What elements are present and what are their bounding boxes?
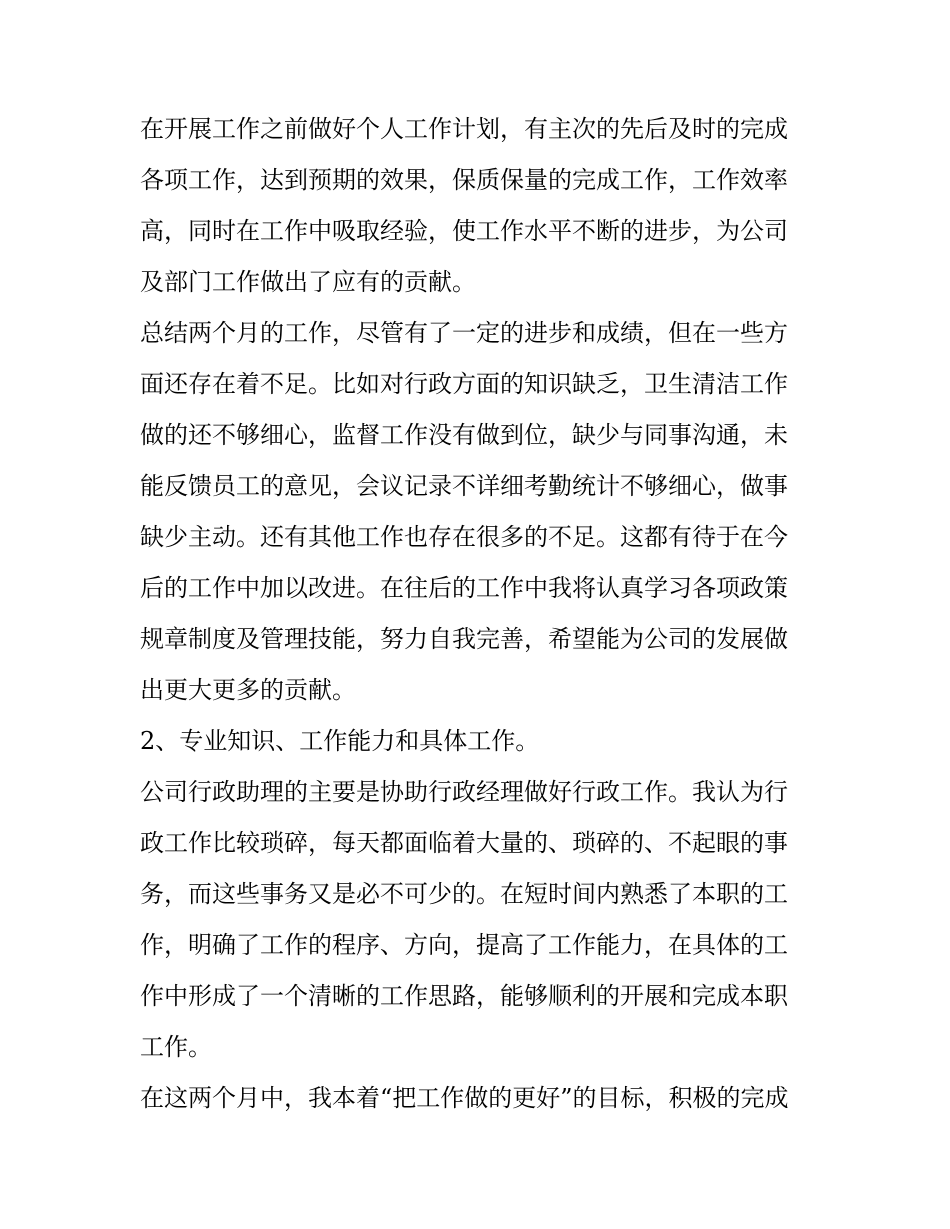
text-line-19: 工作。: [140, 1033, 212, 1061]
text-line-7: 做的还不够细心，监督工作没有做到位，缺少与同事沟通，未: [140, 421, 788, 449]
text-line-9: 缺少主动。还有其他工作也存在很多的不足。这都有待于在今: [140, 523, 788, 551]
text-line-2: 各项工作，达到预期的效果，保质保量的完成工作，工作效率: [140, 166, 788, 194]
text-line-8: 能反馈员工的意见，会议记录不详细考勤统计不够细心，做事: [140, 472, 788, 500]
text-line-20: 在这两个月中，我本着“把工作做的更好”的目标，积极的完成: [140, 1084, 789, 1112]
section-heading-2: 2、专业知识、工作能力和具体工作。: [140, 727, 540, 755]
text-line-11: 规章制度及管理技能，努力自我完善，希望能为公司的发展做: [140, 625, 788, 653]
document-body: [140, 104, 820, 1124]
text-line-4: 及部门工作做出了应有的贡献。: [140, 268, 476, 296]
text-line-17: 作，明确了工作的程序、方向，提高了工作能力，在具体的工: [140, 931, 788, 959]
text-line-5: 总结两个月的工作，尽管有了一定的进步和成绩，但在一些方: [140, 319, 788, 347]
text-line-15: 政工作比较琐碎，每天都面临着大量的、琐碎的、不起眼的事: [140, 829, 788, 857]
text-line-16: 务，而这些事务又是必不可少的。在短时间内熟悉了本职的工: [140, 880, 788, 908]
text-line-18: 作中形成了一个清晰的工作思路，能够顺利的开展和完成本职: [140, 982, 788, 1010]
text-line-10: 后的工作中加以改进。在往后的工作中我将认真学习各项政策: [140, 574, 788, 602]
text-line-6: 面还存在着不足。比如对行政方面的知识缺乏，卫生清洁工作: [140, 370, 788, 398]
text-line-3: 高，同时在工作中吸取经验，使工作水平不断的进步，为公司: [140, 217, 788, 245]
text-line-12: 出更大更多的贡献。: [140, 676, 356, 704]
text-line-1: 在开展工作之前做好个人工作计划，有主次的先后及时的完成: [140, 115, 788, 143]
text-line-14: 公司行政助理的主要是协助行政经理做好行政工作。我认为行: [140, 778, 788, 806]
